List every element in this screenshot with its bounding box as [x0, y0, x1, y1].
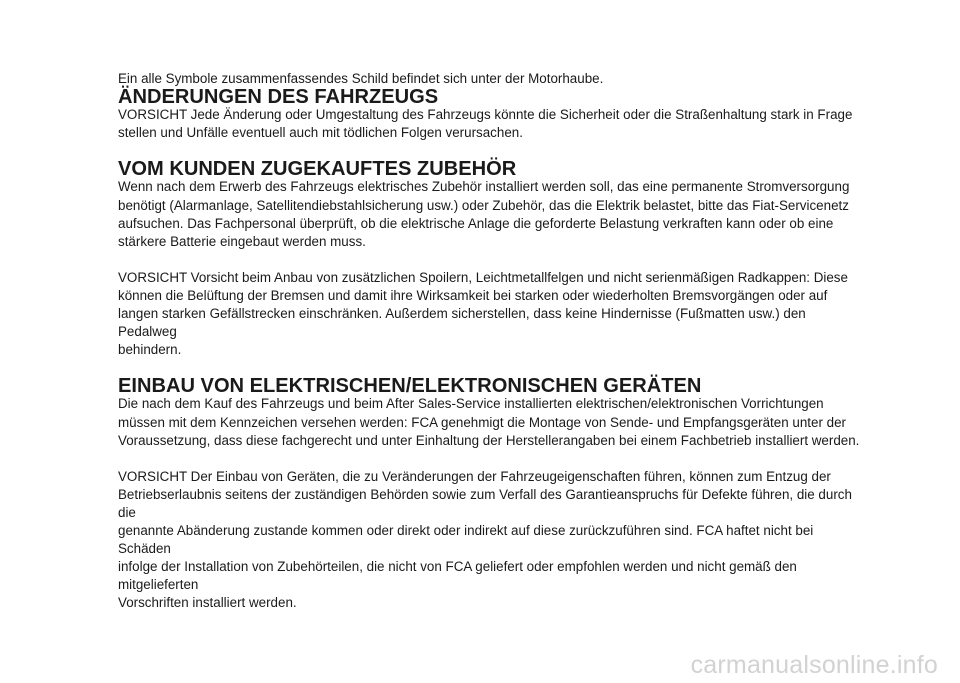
site-watermark: carmanualsonline.info [690, 651, 938, 679]
warning-vehicle-modifications: VORSICHT Jede Änderung oder Umgestaltung des Fahrzeugs könnte die Sicherheit oder die Straßenhaltung stark in Frage stellen und Unfälle eventuell auch mit tödlichen Folgen verursachen. [118, 107, 853, 141]
paragraph-electronic-devices: Die nach dem Kauf des Fahrzeugs und beim After Sales-Service installierten elektrischen/elektronischen Vorrichtungen müssen mit dem Kennzeichen versehen werden: FCA genehmigt die Montage von Sende- und Empfangsgeräten unter der Voraussetzung, dass diese fachgerecht und unter Einhaltung der Herstellerangaben bei einem Fachbetrieb installiert werden. [118, 396, 860, 448]
paragraph-customer-accessories: Wenn nach dem Erwerb des Fahrzeugs elektrisches Zubehör installiert werden soll, das eine permanente Stromversorgung benötigt (Alarmanlage, Satellitendiebstahlsicherung usw.) oder Zubehör, das die Elektrik belastet, bitte das Fiat-Servicenetz aufsuchen. Das Fachpersonal überprüft, ob die elektrische Anlage die geforderte Belastung verkraften kann oder ob eine stärkere Batterie eingebaut werden muss. [118, 179, 850, 249]
section-heading-electronic-devices: EINBAU VON ELEKTRISCHEN/ELEKTRONISCHEN GERÄTEN [118, 375, 702, 398]
warning-device-installation: VORSICHT Der Einbau von Geräten, die zu Veränderungen der Fahrzeugeigenschaften führen, können zum Entzug der Betriebserlaubnis seitens der zuständigen Behörden sowie zum Verfall des Garantieanspruchs für Defekte führen, die durch die genannte Abänderung zustande kommen oder direkt oder indirekt auf diese zurückzuführen sind. FCA haftet nicht bei Schäden infolge der Installation von Zubehörteilen, die nicht von FCA geliefert oder empfohlen werden und nicht gemäß den mitgelieferten Vorschriften installiert werden. [118, 468, 852, 611]
section-heading-customer-accessories: VOM KUNDEN ZUGEKAUFTES ZUBEHÖR [118, 158, 517, 181]
warning-spoilers-wheels: VORSICHT Vorsicht beim Anbau von zusätzlichen Spoilern, Leichtmetallfelgen und nicht serienmäßigen Radkappen: Diese können die Belüftung der Bremsen und damit ihre Wirksamkeit bei starken oder wiederholten Bremsvorgängen oder auf langen starken Gefällstrecken einschränken. Außerdem sicherstellen, dass keine Hindernisse (Fußmatten usw.) den Pedalweg behindern. [118, 269, 848, 358]
section-heading-vehicle-modifications: ÄNDERUNGEN DES FAHRZEUGS [118, 86, 439, 109]
document-page [118, 70, 863, 612]
intro-text: Ein alle Symbole zusammenfassendes Schild befindet sich unter der Motorhaube. [118, 71, 604, 86]
paragraph-spacer [118, 251, 863, 269]
paragraph-spacer [118, 450, 863, 468]
